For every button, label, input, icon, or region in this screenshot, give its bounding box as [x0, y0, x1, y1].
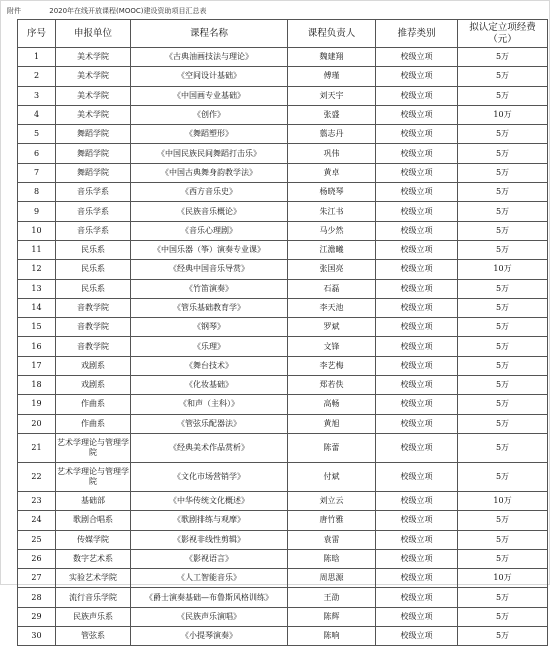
category-cell: 校级立项	[376, 318, 458, 337]
fund-cell: 5万	[458, 48, 548, 67]
leader-cell: 陈晗	[288, 549, 376, 568]
table-row	[18, 433, 548, 462]
table-row	[18, 491, 548, 510]
category-cell: 校级立项	[376, 414, 458, 433]
table-row	[18, 125, 548, 144]
fund-cell: 10万	[458, 260, 548, 279]
unit-cell: 音教学院	[56, 337, 131, 356]
row-number-cell: 3	[18, 86, 56, 105]
unit-cell: 基础部	[56, 491, 131, 510]
unit-cell: 流行音乐学院	[56, 588, 131, 607]
table-row	[18, 337, 548, 356]
category-cell: 校级立项	[376, 240, 458, 259]
category-cell: 校级立项	[376, 356, 458, 375]
leader-cell: 黄旭	[288, 414, 376, 433]
leader-cell: 魏建翔	[288, 48, 376, 67]
fund-cell: 5万	[458, 183, 548, 202]
fund-cell: 5万	[458, 86, 548, 105]
course-name-cell: 《中华传统文化概述》	[131, 491, 288, 510]
unit-cell: 美术学院	[56, 105, 131, 124]
row-number-cell: 28	[18, 588, 56, 607]
row-number-cell: 16	[18, 337, 56, 356]
leader-cell: 陈响	[288, 627, 376, 646]
leader-cell: 傅瑾	[288, 67, 376, 86]
category-cell: 校级立项	[376, 163, 458, 182]
document-caption	[7, 6, 206, 18]
table-row	[18, 462, 548, 491]
unit-cell: 管弦系	[56, 627, 131, 646]
course-name-cell: 《影视语言》	[131, 549, 288, 568]
fund-cell: 5万	[458, 318, 548, 337]
row-number-cell: 13	[18, 279, 56, 298]
unit-cell: 数字艺术系	[56, 549, 131, 568]
course-name-cell: 《舞蹈塑形》	[131, 125, 288, 144]
category-cell: 校级立项	[376, 376, 458, 395]
header-category: 推荐类别	[376, 20, 458, 48]
fund-cell: 5万	[458, 607, 548, 626]
category-cell: 校级立项	[376, 607, 458, 626]
fund-cell: 5万	[458, 462, 548, 491]
row-number-cell: 24	[18, 511, 56, 530]
row-number-cell: 15	[18, 318, 56, 337]
course-name-cell: 《民族声乐演唱》	[131, 607, 288, 626]
row-number-cell: 17	[18, 356, 56, 375]
fund-cell: 10万	[458, 569, 548, 588]
course-name-cell: 《管乐基础教育学》	[131, 298, 288, 317]
unit-cell: 美术学院	[56, 67, 131, 86]
course-name-cell: 《小提琴演奏》	[131, 627, 288, 646]
course-name-cell: 《歌剧排练与观摩》	[131, 511, 288, 530]
leader-cell: 唐竹雅	[288, 511, 376, 530]
category-cell: 校级立项	[376, 627, 458, 646]
fund-cell: 5万	[458, 511, 548, 530]
leader-cell: 马少然	[288, 221, 376, 240]
row-number-cell: 8	[18, 183, 56, 202]
leader-cell: 郑若佚	[288, 376, 376, 395]
leader-cell: 高畅	[288, 395, 376, 414]
row-number-cell: 29	[18, 607, 56, 626]
leader-cell: 王劭	[288, 588, 376, 607]
unit-cell: 美术学院	[56, 86, 131, 105]
category-cell: 校级立项	[376, 549, 458, 568]
leader-cell: 陈辉	[288, 607, 376, 626]
row-number-cell: 1	[18, 48, 56, 67]
leader-cell: 张盛	[288, 105, 376, 124]
category-cell: 校级立项	[376, 260, 458, 279]
row-number-cell: 23	[18, 491, 56, 510]
category-cell: 校级立项	[376, 511, 458, 530]
unit-cell: 音教学院	[56, 318, 131, 337]
category-cell: 校级立项	[376, 298, 458, 317]
unit-cell: 民族声乐系	[56, 607, 131, 626]
course-name-cell: 《中国画专业基础》	[131, 86, 288, 105]
table-row	[18, 221, 548, 240]
row-number-cell: 11	[18, 240, 56, 259]
course-name-cell: 《管弦乐配器法》	[131, 414, 288, 433]
table-row	[18, 48, 548, 67]
unit-cell: 民乐系	[56, 279, 131, 298]
category-cell: 校级立项	[376, 491, 458, 510]
unit-cell: 音教学院	[56, 298, 131, 317]
row-number-cell: 6	[18, 144, 56, 163]
leader-cell: 李天池	[288, 298, 376, 317]
course-name-cell: 《中国乐器（筝）演奏专业课》	[131, 240, 288, 259]
fund-cell: 10万	[458, 105, 548, 124]
course-name-cell: 《钢琴》	[131, 318, 288, 337]
header-fund: 拟认定立项经费（元）	[458, 20, 548, 48]
unit-cell: 美术学院	[56, 48, 131, 67]
category-cell: 校级立项	[376, 67, 458, 86]
unit-cell: 传媒学院	[56, 530, 131, 549]
table-row	[18, 607, 548, 626]
leader-cell: 杨晓琴	[288, 183, 376, 202]
fund-cell: 5万	[458, 144, 548, 163]
row-number-cell: 30	[18, 627, 56, 646]
row-number-cell: 18	[18, 376, 56, 395]
table-row	[18, 588, 548, 607]
course-name-cell: 《文化市场营销学》	[131, 462, 288, 491]
leader-cell: 刘立云	[288, 491, 376, 510]
project-summary-table	[17, 19, 548, 646]
category-cell: 校级立项	[376, 569, 458, 588]
unit-cell: 民乐系	[56, 260, 131, 279]
table-row	[18, 356, 548, 375]
course-name-cell: 《音乐心理剧》	[131, 221, 288, 240]
leader-cell: 刘天宇	[288, 86, 376, 105]
fund-cell: 5万	[458, 298, 548, 317]
row-number-cell: 7	[18, 163, 56, 182]
category-cell: 校级立项	[376, 337, 458, 356]
table-row	[18, 240, 548, 259]
unit-cell: 作曲系	[56, 395, 131, 414]
unit-cell: 民乐系	[56, 240, 131, 259]
unit-cell: 作曲系	[56, 414, 131, 433]
fund-cell: 5万	[458, 395, 548, 414]
leader-cell: 翦志丹	[288, 125, 376, 144]
unit-cell: 戏剧系	[56, 376, 131, 395]
course-name-cell: 《中国民族民间舞蹈打击乐》	[131, 144, 288, 163]
course-name-cell: 《西方音乐史》	[131, 183, 288, 202]
fund-cell: 5万	[458, 627, 548, 646]
fund-cell: 5万	[458, 163, 548, 182]
row-number-cell: 2	[18, 67, 56, 86]
category-cell: 校级立项	[376, 462, 458, 491]
fund-cell: 5万	[458, 530, 548, 549]
table-row	[18, 414, 548, 433]
table-row	[18, 376, 548, 395]
table-row	[18, 163, 548, 182]
course-name-cell: 《中国古典舞身韵教学法》	[131, 163, 288, 182]
row-number-cell: 19	[18, 395, 56, 414]
unit-cell: 实验艺术学院	[56, 569, 131, 588]
table-row	[18, 511, 548, 530]
fund-cell: 5万	[458, 433, 548, 462]
unit-cell: 音乐学系	[56, 183, 131, 202]
course-name-cell: 《民族音乐概论》	[131, 202, 288, 221]
course-name-cell: 《创作》	[131, 105, 288, 124]
category-cell: 校级立项	[376, 144, 458, 163]
leader-cell: 黄卓	[288, 163, 376, 182]
table-row	[18, 627, 548, 646]
table-row	[18, 549, 548, 568]
attachment-label: 附件	[7, 7, 21, 15]
leader-cell: 罗斌	[288, 318, 376, 337]
category-cell: 校级立项	[376, 279, 458, 298]
row-number-cell: 26	[18, 549, 56, 568]
category-cell: 校级立项	[376, 530, 458, 549]
category-cell: 校级立项	[376, 395, 458, 414]
table-row	[18, 86, 548, 105]
table-row	[18, 105, 548, 124]
row-number-cell: 9	[18, 202, 56, 221]
course-name-cell: 《化妆基础》	[131, 376, 288, 395]
table-row	[18, 318, 548, 337]
category-cell: 校级立项	[376, 588, 458, 607]
row-number-cell: 10	[18, 221, 56, 240]
unit-cell: 音乐学系	[56, 202, 131, 221]
fund-cell: 5万	[458, 337, 548, 356]
leader-cell: 陈蕾	[288, 433, 376, 462]
header-no: 序号	[18, 20, 56, 48]
fund-cell: 5万	[458, 202, 548, 221]
leader-cell: 巩伟	[288, 144, 376, 163]
row-number-cell: 5	[18, 125, 56, 144]
fund-cell: 10万	[458, 491, 548, 510]
fund-cell: 5万	[458, 67, 548, 86]
fund-cell: 5万	[458, 414, 548, 433]
table-row	[18, 530, 548, 549]
unit-cell: 舞蹈学院	[56, 125, 131, 144]
row-number-cell: 25	[18, 530, 56, 549]
table-row	[18, 279, 548, 298]
table-row	[18, 144, 548, 163]
course-name-cell: 《人工智能音乐》	[131, 569, 288, 588]
category-cell: 校级立项	[376, 202, 458, 221]
category-cell: 校级立项	[376, 221, 458, 240]
fund-cell: 5万	[458, 125, 548, 144]
unit-cell: 戏剧系	[56, 356, 131, 375]
leader-cell: 文锋	[288, 337, 376, 356]
category-cell: 校级立项	[376, 86, 458, 105]
row-number-cell: 20	[18, 414, 56, 433]
fund-cell: 5万	[458, 240, 548, 259]
table-row	[18, 67, 548, 86]
leader-cell: 李艺梅	[288, 356, 376, 375]
unit-cell: 舞蹈学院	[56, 163, 131, 182]
category-cell: 校级立项	[376, 183, 458, 202]
category-cell: 校级立项	[376, 105, 458, 124]
table-row	[18, 395, 548, 414]
leader-cell: 石磊	[288, 279, 376, 298]
leader-cell: 朱江书	[288, 202, 376, 221]
table-row	[18, 569, 548, 588]
header-unit: 申报单位	[56, 20, 131, 48]
unit-cell: 舞蹈学院	[56, 144, 131, 163]
course-name-cell: 《和声（主科）》	[131, 395, 288, 414]
unit-cell: 音乐学系	[56, 221, 131, 240]
row-number-cell: 27	[18, 569, 56, 588]
fund-cell: 5万	[458, 221, 548, 240]
table-row	[18, 298, 548, 317]
row-number-cell: 22	[18, 462, 56, 491]
leader-cell: 江澹曦	[288, 240, 376, 259]
category-cell: 校级立项	[376, 125, 458, 144]
table-body	[18, 48, 548, 646]
unit-cell: 艺术学理论与管理学院	[56, 433, 131, 462]
fund-cell: 5万	[458, 376, 548, 395]
table-row	[18, 260, 548, 279]
unit-cell: 歌剧合唱系	[56, 511, 131, 530]
course-name-cell: 《空间设计基础》	[131, 67, 288, 86]
fund-cell: 5万	[458, 588, 548, 607]
table-row	[18, 183, 548, 202]
category-cell: 校级立项	[376, 433, 458, 462]
course-name-cell: 《竹笛演奏》	[131, 279, 288, 298]
row-number-cell: 14	[18, 298, 56, 317]
table-header-row	[18, 20, 548, 48]
header-course: 课程名称	[131, 20, 288, 48]
course-name-cell: 《影视非线性剪辑》	[131, 530, 288, 549]
header-leader: 课程负责人	[288, 20, 376, 48]
row-number-cell: 21	[18, 433, 56, 462]
document-title: 2020年在线开放课程(MOOC)建设资助项目汇总表	[49, 7, 207, 15]
unit-cell: 艺术学理论与管理学院	[56, 462, 131, 491]
course-name-cell: 《爵士演奏基础—布鲁斯风格训练》	[131, 588, 288, 607]
leader-cell: 周思源	[288, 569, 376, 588]
course-name-cell: 《经典美术作品赏析》	[131, 433, 288, 462]
row-number-cell: 12	[18, 260, 56, 279]
leader-cell: 张国亮	[288, 260, 376, 279]
course-name-cell: 《经典中国音乐导赏》	[131, 260, 288, 279]
category-cell: 校级立项	[376, 48, 458, 67]
fund-cell: 5万	[458, 549, 548, 568]
fund-cell: 5万	[458, 356, 548, 375]
course-name-cell: 《舞台技术》	[131, 356, 288, 375]
table-row	[18, 202, 548, 221]
course-name-cell: 《乐理》	[131, 337, 288, 356]
leader-cell: 付斌	[288, 462, 376, 491]
row-number-cell: 4	[18, 105, 56, 124]
leader-cell: 袁雷	[288, 530, 376, 549]
fund-cell: 5万	[458, 279, 548, 298]
course-name-cell: 《古典油画技法与理论》	[131, 48, 288, 67]
